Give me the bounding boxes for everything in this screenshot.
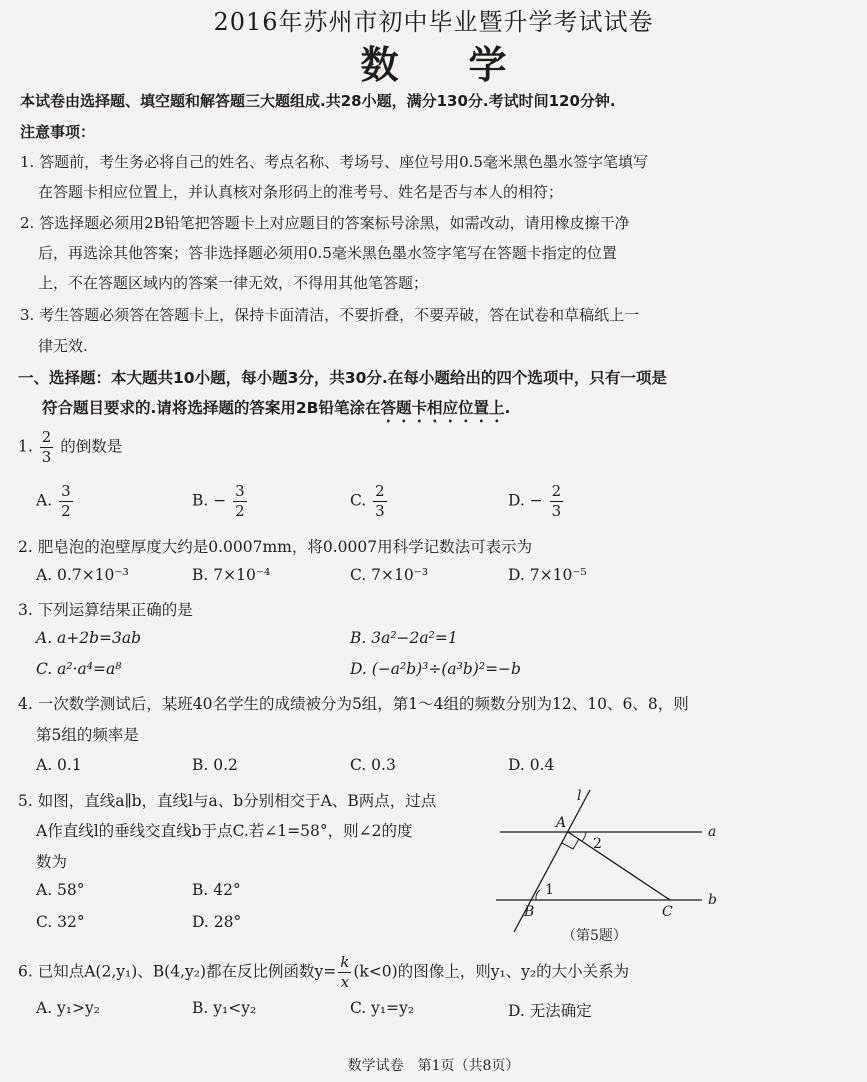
question-4-option-a: A. 0.1 <box>36 756 82 774</box>
label-point-c: C <box>662 904 673 920</box>
question-6-text-pre: 6. 已知点A(2,y₁)、B(4,y₂)都在反比例函数y= <box>18 962 337 981</box>
question-2-stem: 2. 肥皂泡的泡壁厚度大约是0.0007mm，将0.0007用科学记数法可表示为 <box>18 538 533 556</box>
question-1-stem <box>18 430 122 465</box>
note-1-line-2: 在答题卡相应位置上，并认真核对条形码上的准考号、姓名是否与本人的相符； <box>38 183 564 201</box>
page-footer: 数学试卷 第1页（共8页） <box>347 1058 520 1074</box>
section-1-instruction-pre: 符合题目要求的.请将选择题的答案用2B铅笔涂在 <box>42 399 381 417</box>
question-1-option-b <box>192 484 249 519</box>
angle-2-arc <box>582 832 586 841</box>
frac-denominator: 2 <box>61 502 71 520</box>
question-6-option-d: D. 无法确定 <box>508 1002 592 1020</box>
frac-numerator: 2 <box>375 482 385 500</box>
option-fraction <box>550 484 564 519</box>
note-2-line-3: 上，不在答题区域内的答案一律无效，不得用其他笔答题； <box>38 274 429 292</box>
frac-numerator: 2 <box>551 482 562 500</box>
frac-numerator: 3 <box>235 482 245 500</box>
question-2-option-d: D. 7×10⁻⁵ <box>508 566 587 584</box>
label-l: l <box>577 788 582 804</box>
frac-denominator: 3 <box>375 502 385 520</box>
question-6-text-post: (k<0)的图像上，则y₁、y₂的大小关系为 <box>353 962 630 981</box>
frac-denominator: x <box>340 973 350 991</box>
note-3-line-1: 3. 考生答题必须答在答题卡上，保持卡面清洁，不要折叠，不要弄破，答在试卷和草稿纸上一 <box>20 306 640 324</box>
note-1-line-1: 1. 答题前，考生务必将自己的姓名、考点名称、考场号、座位号用0.5毫米黑色墨水签字笔填写 <box>20 153 648 171</box>
question-3-option-a: A. a+2b=3ab <box>36 629 142 647</box>
question-1-text: 的倒数是 <box>60 437 123 456</box>
exam-intro: 本试卷由选择题、填空题和解答题三大题组成.共28小题，满分130分.考试时间120分钟. <box>20 92 616 110</box>
question-3-option-b: B. 3a²−2a²=1 <box>350 629 458 647</box>
exam-title: 2016年苏州市初中毕业暨升学考试试卷 <box>213 8 654 36</box>
option-fraction <box>59 484 73 519</box>
option-fraction <box>233 484 247 519</box>
right-angle-mark <box>562 839 579 849</box>
question-6-option-a: A. y₁>y₂ <box>36 999 100 1017</box>
question-5-stem-line-2: A作直线l的垂线交直线b于点C.若∠1=58°，则∠2的度 <box>36 822 413 840</box>
option-label: D. − <box>508 491 543 510</box>
frac-numerator: 3 <box>61 482 71 500</box>
option-label: A. <box>36 491 53 510</box>
question-6-option-b: B. y₁<y₂ <box>192 999 257 1017</box>
label-angle-1: 1 <box>545 882 554 898</box>
question-2-option-b: B. 7×10⁻⁴ <box>192 566 271 584</box>
angle-1-arc <box>536 890 540 900</box>
option-label: C. <box>350 491 367 510</box>
segment-ac <box>568 832 670 900</box>
question-5-option-b: B. 42° <box>192 881 241 899</box>
note-3-line-2: 律无效. <box>38 337 88 355</box>
question-1-fraction <box>40 430 54 465</box>
frac-numerator: k <box>340 953 350 971</box>
question-5-option-a: A. 58° <box>36 881 85 899</box>
label-a: a <box>708 824 717 840</box>
question-5-figure <box>490 782 730 947</box>
question-4-option-d: D. 0.4 <box>508 756 555 774</box>
label-angle-2: 2 <box>593 836 602 852</box>
section-1-heading: 一、选择题：本大题共10小题，每小题3分，共30分.在每小题给出的四个选项中，只有一项是 <box>18 369 667 387</box>
label-b: b <box>708 892 717 908</box>
question-2-option-c: C. 7×10⁻³ <box>350 566 429 584</box>
frac-denominator: 2 <box>235 502 245 520</box>
figure-caption: （第5题） <box>562 928 627 944</box>
question-3-stem: 3. 下列运算结果正确的是 <box>18 601 193 619</box>
section-1-instruction-post: . <box>504 399 511 417</box>
section-1-instruction <box>42 396 510 426</box>
label-point-a: A <box>556 815 567 831</box>
frac-denominator: 3 <box>41 448 52 466</box>
question-3-option-d: D. (−a²b)³÷(a³b)²=−b <box>350 660 521 678</box>
label-point-b: B <box>524 904 535 920</box>
question-4-stem-line-1: 4. 一次数学测试后，某班40名学生的成绩被分为5组，第1～4组的频数分别为12、10、6、8，则 <box>18 695 689 713</box>
question-6-option-c: C. y₁=y₂ <box>350 999 415 1017</box>
frac-denominator: 3 <box>551 502 562 520</box>
question-1-option-c <box>350 484 389 519</box>
notes-heading: 注意事项： <box>20 123 96 141</box>
question-1-number: 1. <box>18 437 33 456</box>
question-4-stem-line-2: 第5组的频率是 <box>36 726 139 744</box>
question-5-stem-line-3: 数为 <box>36 853 68 871</box>
question-5-option-d: D. 28° <box>192 913 242 931</box>
section-1-instruction-emphasis: 答题卡相应位置上 <box>380 399 505 417</box>
question-1-option-a <box>36 484 75 519</box>
question-3-option-c: C. a²·a⁴=a⁸ <box>36 660 122 678</box>
question-4-option-b: B. 0.2 <box>192 756 238 774</box>
note-2-line-1: 2. 答选择题必须用2B铅笔把答题卡上对应题目的答案标号涂黑，如需改动，请用橡皮擦干净 <box>20 214 630 232</box>
frac-numerator: 2 <box>41 428 52 446</box>
question-6-fraction <box>338 955 351 990</box>
question-6-stem <box>18 955 629 990</box>
option-fraction <box>373 484 387 519</box>
question-4-option-c: C. 0.3 <box>350 756 396 774</box>
note-2-line-2: 后，再选涂其他答案；答非选择题必须用0.5毫米黑色墨水签字笔写在答题卡指定的位置 <box>38 244 617 262</box>
subject-title: 数学 <box>360 43 577 87</box>
question-5-option-c: C. 32° <box>36 913 85 931</box>
question-2-option-a: A. 0.7×10⁻³ <box>36 566 129 584</box>
option-label: B. − <box>192 491 227 510</box>
question-5-stem-line-1: 5. 如图，直线a∥b，直线l与a、b分别相交于A、B两点，过点 <box>18 792 437 810</box>
question-1-option-d <box>508 484 565 519</box>
